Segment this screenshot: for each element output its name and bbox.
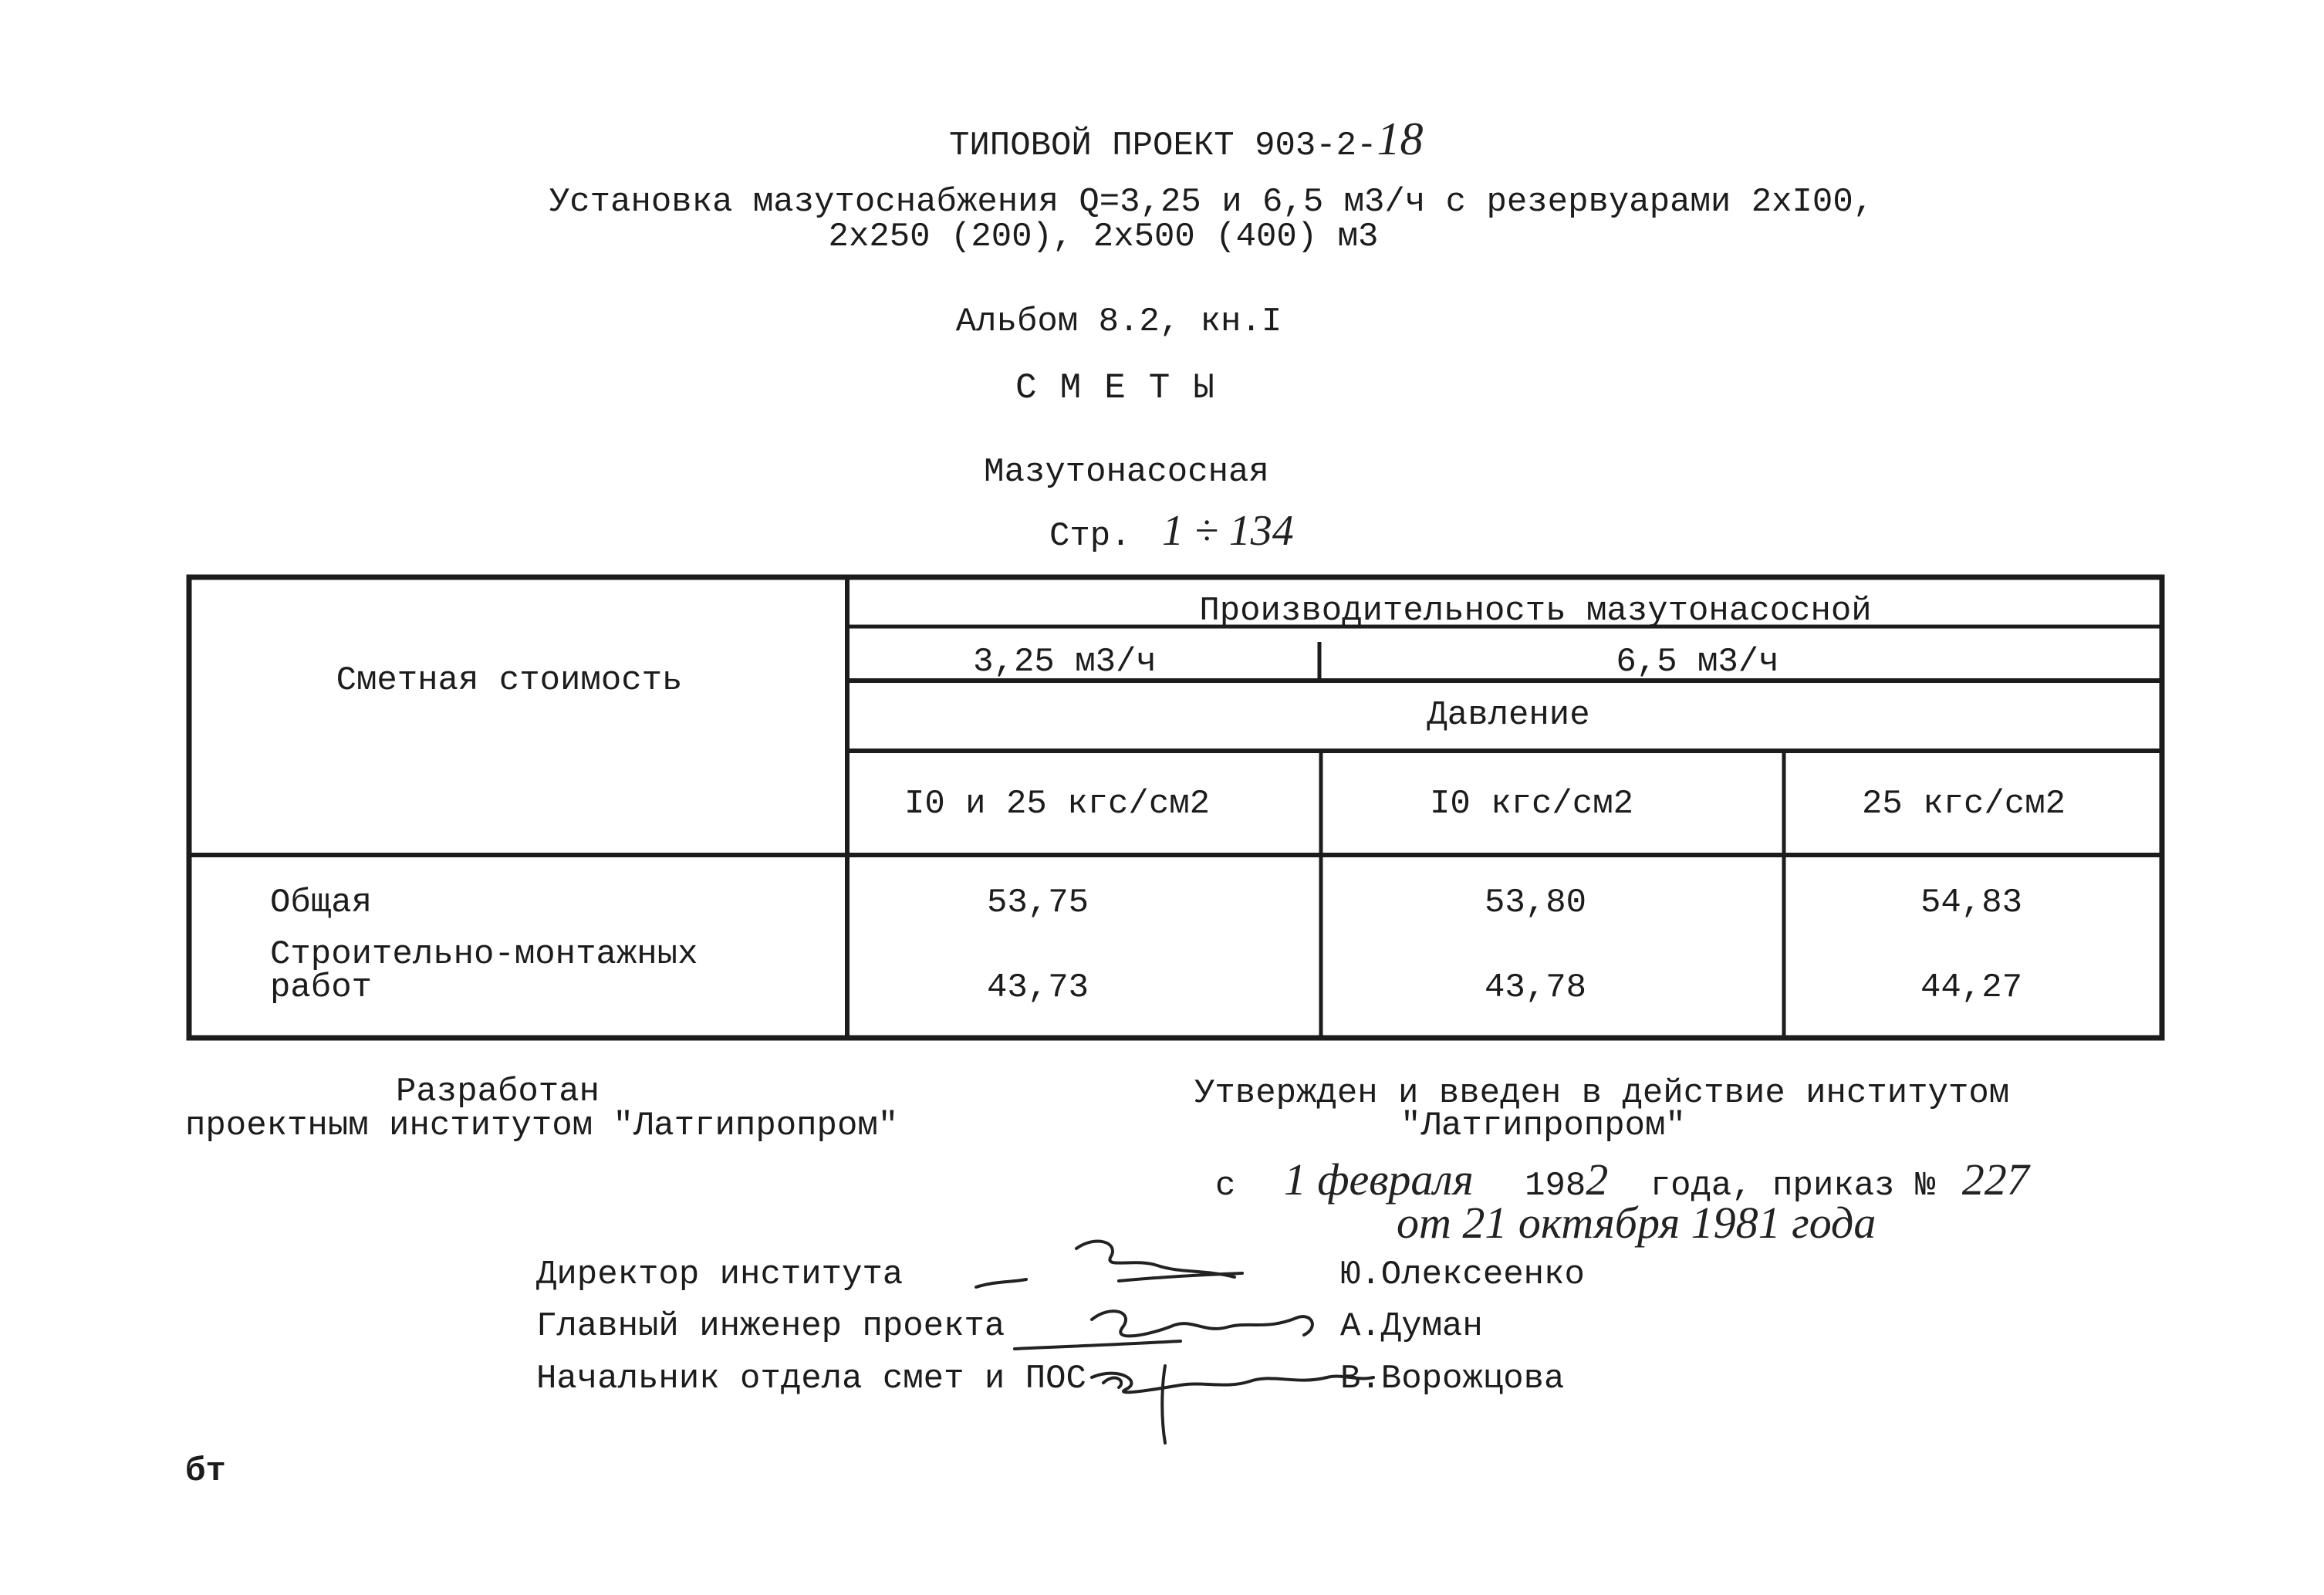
project-number: 18 [1376, 113, 1424, 164]
pressure-col-2: I0 кгс/см2 [1429, 785, 1634, 823]
pages-value: 1 ÷ 134 [1162, 507, 1294, 555]
table-row-label: Общая [270, 884, 373, 922]
signature-chief-engineer [1015, 1311, 1312, 1349]
section-title: СМЕТЫ [1015, 368, 1238, 408]
table-cell: 53,75 [986, 884, 1089, 922]
signatory-name: В.Ворожцова [1340, 1360, 1565, 1398]
order-number: 227 [1961, 1154, 2029, 1205]
approved-line-2: "Латгипропром" [1400, 1107, 1686, 1145]
developed-line-2: проектным институтом "Латгипропром" [185, 1107, 899, 1145]
pressure-col-1: I0 и 25 кгс/см2 [904, 785, 1211, 823]
approved-line-1: Утвержден и введен в действие институтом [1194, 1074, 2010, 1113]
pages-prefix: Стр. [1049, 517, 1131, 556]
corner-mark: бт [185, 1452, 226, 1491]
date-prefix: с [1215, 1167, 1236, 1205]
signature-director [976, 1242, 1242, 1287]
title-line-1: Установка мазутоснабжения Q=3,25 и 6,5 м3/ч с резервуарами 2хI00, [549, 183, 1874, 221]
order-date-handwritten: от 21 октября 1981 года [1397, 1198, 1876, 1248]
developed-line-1: Разработан [395, 1073, 600, 1111]
table-group-header: Производительность мазутонасосной [1199, 592, 1872, 630]
table-cell: 53,80 [1484, 884, 1587, 922]
capacity-1: 3,25 м3/ч [973, 643, 1157, 681]
date-handwritten: 1 февраля [1283, 1154, 1474, 1205]
table-cell: 54,83 [1920, 884, 2023, 922]
table-row-label: Строительно-монтажных [270, 935, 698, 974]
album-label: Альбом 8.2, кн.I [955, 302, 1282, 341]
table-cell: 44,27 [1920, 968, 2023, 1007]
capacity-2: 6,5 м3/ч [1616, 643, 1779, 681]
table-row-header: Сметная стоимость [336, 661, 683, 700]
pressure-header: Давление [1427, 696, 1590, 735]
table-cell: 43,78 [1484, 968, 1587, 1007]
signatory-role: Главный инженер проекта [536, 1307, 1005, 1346]
order-text: года, приказ № [1650, 1167, 1936, 1205]
title-line-2: 2х250 (200), 2х500 (400) м3 [828, 218, 1379, 256]
table-row-label-cont: работ [270, 968, 373, 1007]
year-typed: 198 [1525, 1167, 1586, 1205]
table-cell: 43,73 [986, 968, 1089, 1007]
subject-label: Мазутонасосная [984, 453, 1269, 492]
signature-estimates-head [1092, 1366, 1373, 1443]
signatory-role: Начальник отдела смет и ПОС [536, 1360, 1086, 1398]
pressure-col-3: 25 кгс/см2 [1861, 785, 2066, 823]
year-handwritten: 2 [1586, 1154, 1609, 1205]
signatory-role: Директор института [536, 1255, 904, 1294]
signatory-name: А.Думан [1340, 1307, 1483, 1346]
signatory-name: Ю.Олексеенко [1340, 1255, 1585, 1294]
project-prefix: ТИПОВОЙ ПРОЕКТ 903-2- [949, 127, 1377, 165]
